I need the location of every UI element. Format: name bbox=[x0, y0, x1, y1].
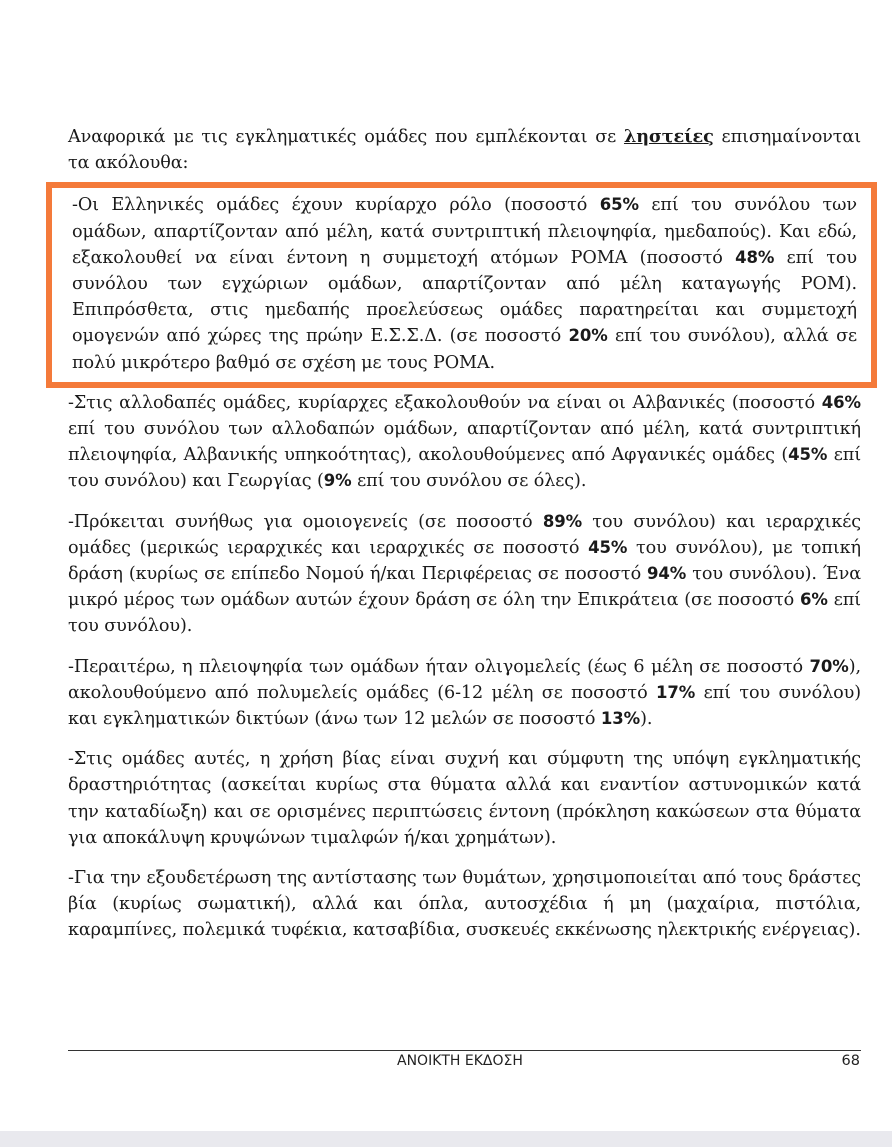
weapons-paragraph: -Για την εξουδετέρωση της αντίστασης των θυμάτων, χρησιμοποιείται από τους δράστες βία (κυρίως σωματική), αλλά και όπλα, αυτοσχέδια ή μη (μαχαίρια, πιστόλια, καραμπίνες, πολεμικά τυφέκια, κατσαβίδια, συσκευές εκκένωσης ηλεκτρικής ενέργειας). bbox=[68, 868, 861, 941]
greek-groups-paragraph: -Οι Ελληνικές ομάδες έχουν κυρίαρχο ρόλο (ποσοστό 65% επί του συνόλου των ομάδων, απαρτίζονταν από μέλη, κατά συντριπτική πλειοψηφία, ημεδαπούς). Και εδώ, εξακολουθεί να είναι έντονη η συμμετοχή ατόμων ΡΟΜΑ (ποσοστό 48% επί του συνόλου των εγχώριων ομάδων, απαρτίζονταν από μέλη καταγωγής ΡΟΜ). Επιπρόσθετα, στις ημεδαπής προελεύσεως ομάδες παρατηρείται και συμμετοχή ομογενών από χώρες της πρώην Ε.Σ.Σ.Δ. (σε ποσοστό 20% επί του συνόλου), αλλά σε πολύ μικρότερο βαθμό σε σχέση με τους ΡΟΜΑ. bbox=[72, 195, 857, 373]
highlighted-paragraph-box bbox=[46, 182, 877, 387]
group-size-paragraph: -Περαιτέρω, η πλειοψηφία των ομάδων ήταν ολιγομελείς (έως 6 μέλη σε ποσοστό 70%), ακολουθούμενο από πολυμελείς ομάδες (6-12 μέλη σε ποσοστό 17% επί του συνόλου) και εγκληματικών δικτύων (άνω των 12 μελών σε ποσοστό 13%). bbox=[68, 656, 861, 730]
footer-divider bbox=[68, 1050, 861, 1051]
intro-paragraph: Αναφορικά με τις εγκληματικές ομάδες που εμπλέκονται σε ληστείες επισημαίνονται τα ακόλουθα: bbox=[68, 126, 861, 174]
violence-paragraph: -Στις ομάδες αυτές, η χρήση βίας είναι συχνή και σύμφυτη της υπόψη εγκληματικής δραστηριότητας (ασκείται κυρίως στα θύματα αλλά και εναντίον αστυνομικών κατά την καταδίωξη) και σε ορισμένες περιπτώσεις έντονη (πρόκληση κακώσεων στα θύματα για αποκάλυψη κρυψώνων τιμαλφών ή/και χρημάτων). bbox=[68, 749, 861, 848]
page-bottom-edge bbox=[0, 1131, 892, 1147]
footer-edition-label: ΑΝΟΙΚΤΗ ΕΚΔΟΣΗ bbox=[397, 1053, 523, 1069]
page-number: 68 bbox=[841, 1053, 860, 1069]
homogeneous-groups-paragraph: -Πρόκειται συνήθως για ομοιογενείς (σε ποσοστό 89% του συνόλου) και ιεραρχικές ομάδες (μερικώς ιεραρχικές και ιεραρχικές σε ποσοστό 45% του συνόλου), με τοπική δράση (κυρίως σε επίπεδο Νομού ή/και Περιφέρειας σε ποσοστό 94% του συνόλου). Ένα μικρό μέρος των ομάδων αυτών έχουν δράση σε όλη την Επικράτεια (σε ποσοστό 6% επί του συνόλου). bbox=[68, 511, 862, 637]
foreign-groups-paragraph: -Στις αλλοδαπές ομάδες, κυρίαρχες εξακολουθούν να είναι οι Αλβανικές (ποσοστό 46% επί του συνόλου των αλλοδαπών ομάδων, απαρτίζονταν από μέλη, κατά συντριπτική πλειοψηφία, Αλβανικής υπηκοότητας), ακολουθούμενες από Αφγανικές ομάδες (45% επί του συνόλου) και Γεωργίας (9% επί του συνόλου σε όλες). bbox=[68, 392, 861, 492]
keyword-robberies: ληστείες bbox=[623, 126, 714, 147]
document-body bbox=[68, 124, 861, 958]
